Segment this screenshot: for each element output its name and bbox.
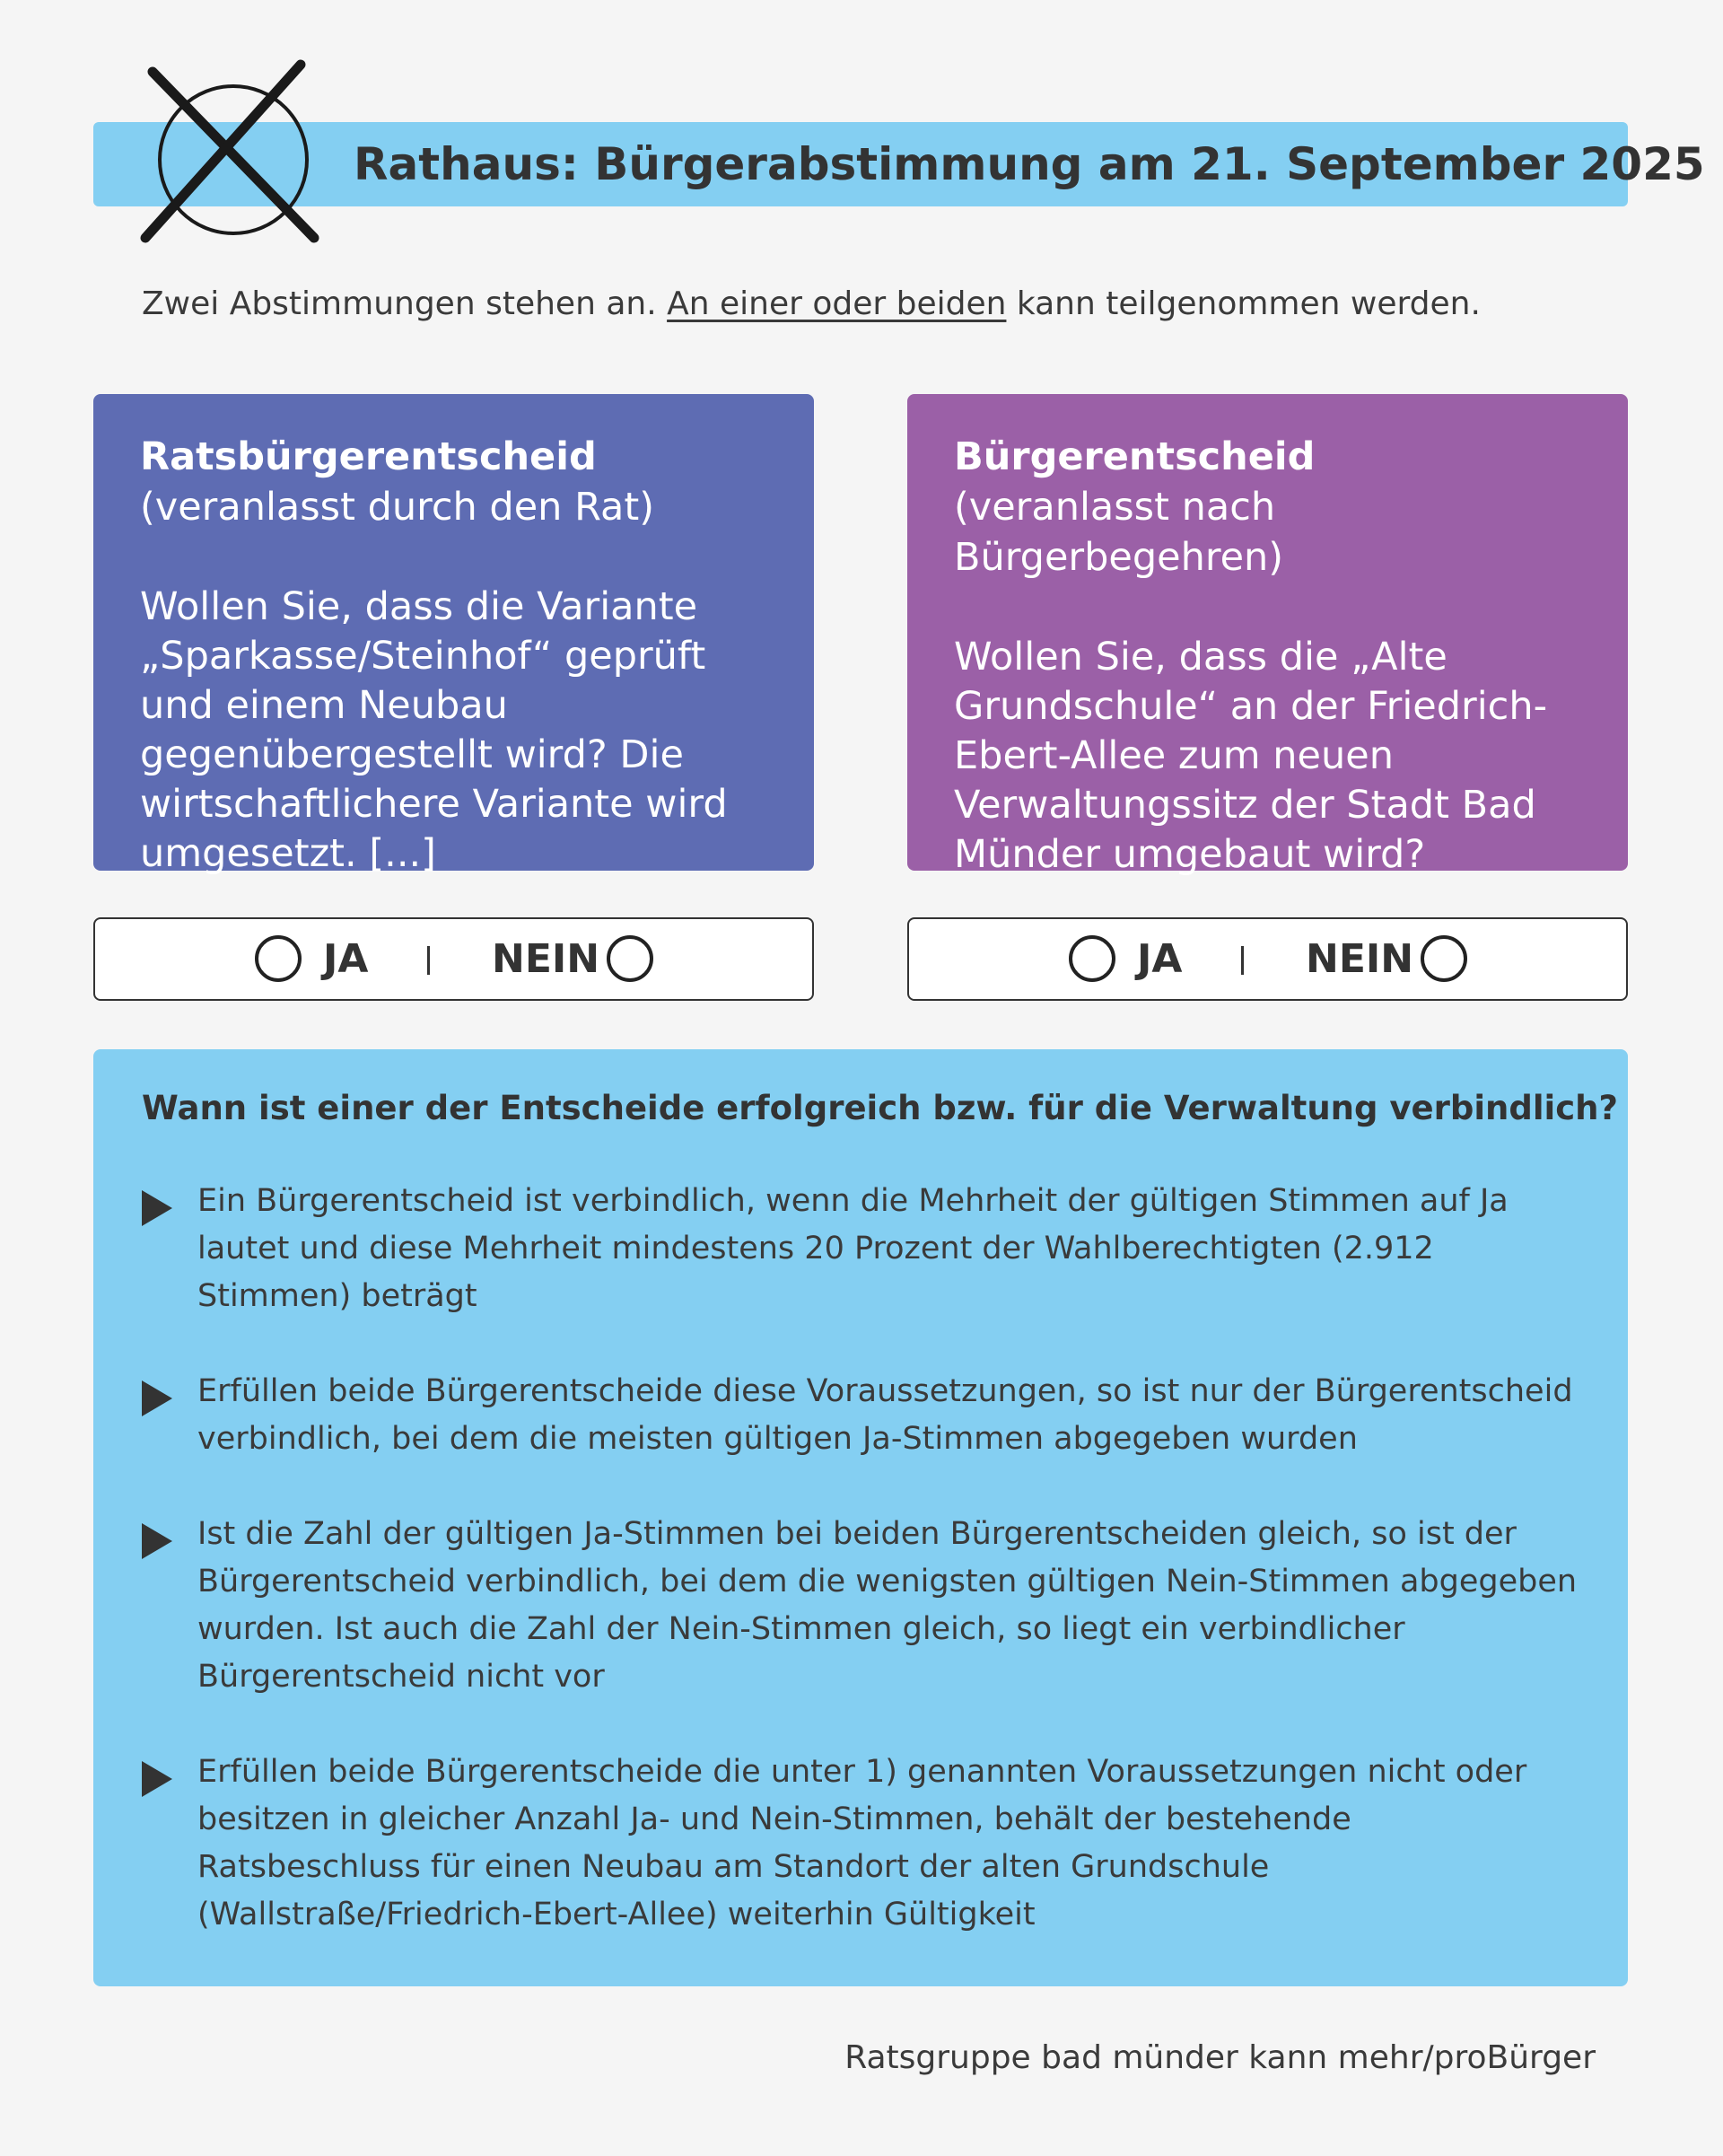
intro-underlined: An einer oder beiden <box>667 285 1007 322</box>
triangle-bullet-icon <box>142 1761 172 1797</box>
info-bullet-text: Erfüllen beide Bürgerentscheide diese Voraussetzungen, so ist nur der Bürgerentscheid verbindlich, bei dem die meisten gültigen Ja-Stimmen abgegeben wurden <box>197 1373 1573 1457</box>
card-question: Wollen Sie, dass die Variante „Sparkasse/Steinhof“ geprüft und einem Neubau gegenübergestellt wird? Die wirtschaftlichere Variante wird umgesetzt. [...] <box>140 584 728 876</box>
card-subtitle: (veranlasst nach Bürgerbegehren) <box>954 485 1284 580</box>
info-bullet-text: Ist die Zahl der gültigen Ja-Stimmen bei beiden Bürgerentscheiden gleich, so ist der Bürgerentscheid verbindlich, bei dem die wenigsten gültigen Nein-Stimmen abgegeben wurden. Ist auch die Zahl der Nein-Stimmen gleich, so liegt ein verbindlicher Bürgerentscheid nicht vor <box>197 1516 1578 1695</box>
card-question: Wollen Sie, dass die „Alte Grundschule“ an der Friedrich-Ebert-Allee zum neuen Verwaltungssitz der Stadt Bad Münder umgebaut wird? <box>954 635 1548 877</box>
card-ratsbuergerentscheid <box>93 394 814 876</box>
info-bullet <box>142 1368 1579 1463</box>
vote-box-ratsbuergerentscheid <box>93 917 814 1001</box>
card-subtitle: (veranlasst durch den Rat) <box>140 485 655 530</box>
ballot-cross-icon <box>135 54 332 251</box>
card-title: Ratsbürgerentscheid <box>140 434 597 479</box>
ja-radio[interactable] <box>1069 935 1115 982</box>
info-bullet-text: Erfüllen beide Bürgerentscheide die unter 1) genannten Voraussetzungen nicht oder besitzen in gleicher Anzahl Ja- und Nein-Stimmen, behält der bestehende Ratsbeschluss für einen Neubau am Standort der alten Grundschule (Wallstraße/Friedrich-Ebert-Allee) weiterhin Gültigkeit <box>197 1754 1527 1933</box>
footer-credit: Ratsgruppe bad münder kann mehr/proBürger <box>844 2039 1596 2076</box>
info-title: Wann ist einer der Entscheide erfolgreich bzw. für die Verwaltung verbindlich? <box>142 1089 1618 1127</box>
intro-after: kann teilgenommen werden. <box>1006 285 1481 322</box>
card-title: Bürgerentscheid <box>954 434 1316 479</box>
nein-label: NEIN <box>1306 936 1414 982</box>
page-title: Rathaus: Bürgerabstimmung am 21. September 2025 <box>354 138 1705 190</box>
intro-before: Zwei Abstimmungen stehen an. <box>142 285 668 322</box>
triangle-bullet-icon <box>142 1523 172 1559</box>
vote-separator <box>1241 946 1244 975</box>
info-box <box>93 1049 1628 1986</box>
card-buergerentscheid <box>907 394 1628 877</box>
vote-box-buergerentscheid <box>907 917 1628 1001</box>
nein-label: NEIN <box>492 936 600 982</box>
info-bullet-text: Ein Bürgerentscheid ist verbindlich, wenn die Mehrheit der gültigen Stimmen auf Ja lautet und diese Mehrheit mindestens 20 Prozent der Wahlberechtigten (2.912 Stimmen) beträgt <box>197 1183 1509 1314</box>
intro-text <box>142 285 1614 322</box>
triangle-bullet-icon <box>142 1190 172 1226</box>
info-bullet <box>142 1748 1579 1939</box>
nein-radio[interactable] <box>1421 935 1467 982</box>
vote-separator <box>427 946 430 975</box>
ja-radio[interactable] <box>255 935 302 982</box>
ja-label: JA <box>1137 936 1183 982</box>
info-bullet <box>142 1178 1579 1320</box>
ja-label: JA <box>323 936 369 982</box>
nein-radio[interactable] <box>607 935 653 982</box>
info-bullet <box>142 1511 1579 1701</box>
triangle-bullet-icon <box>142 1380 172 1416</box>
